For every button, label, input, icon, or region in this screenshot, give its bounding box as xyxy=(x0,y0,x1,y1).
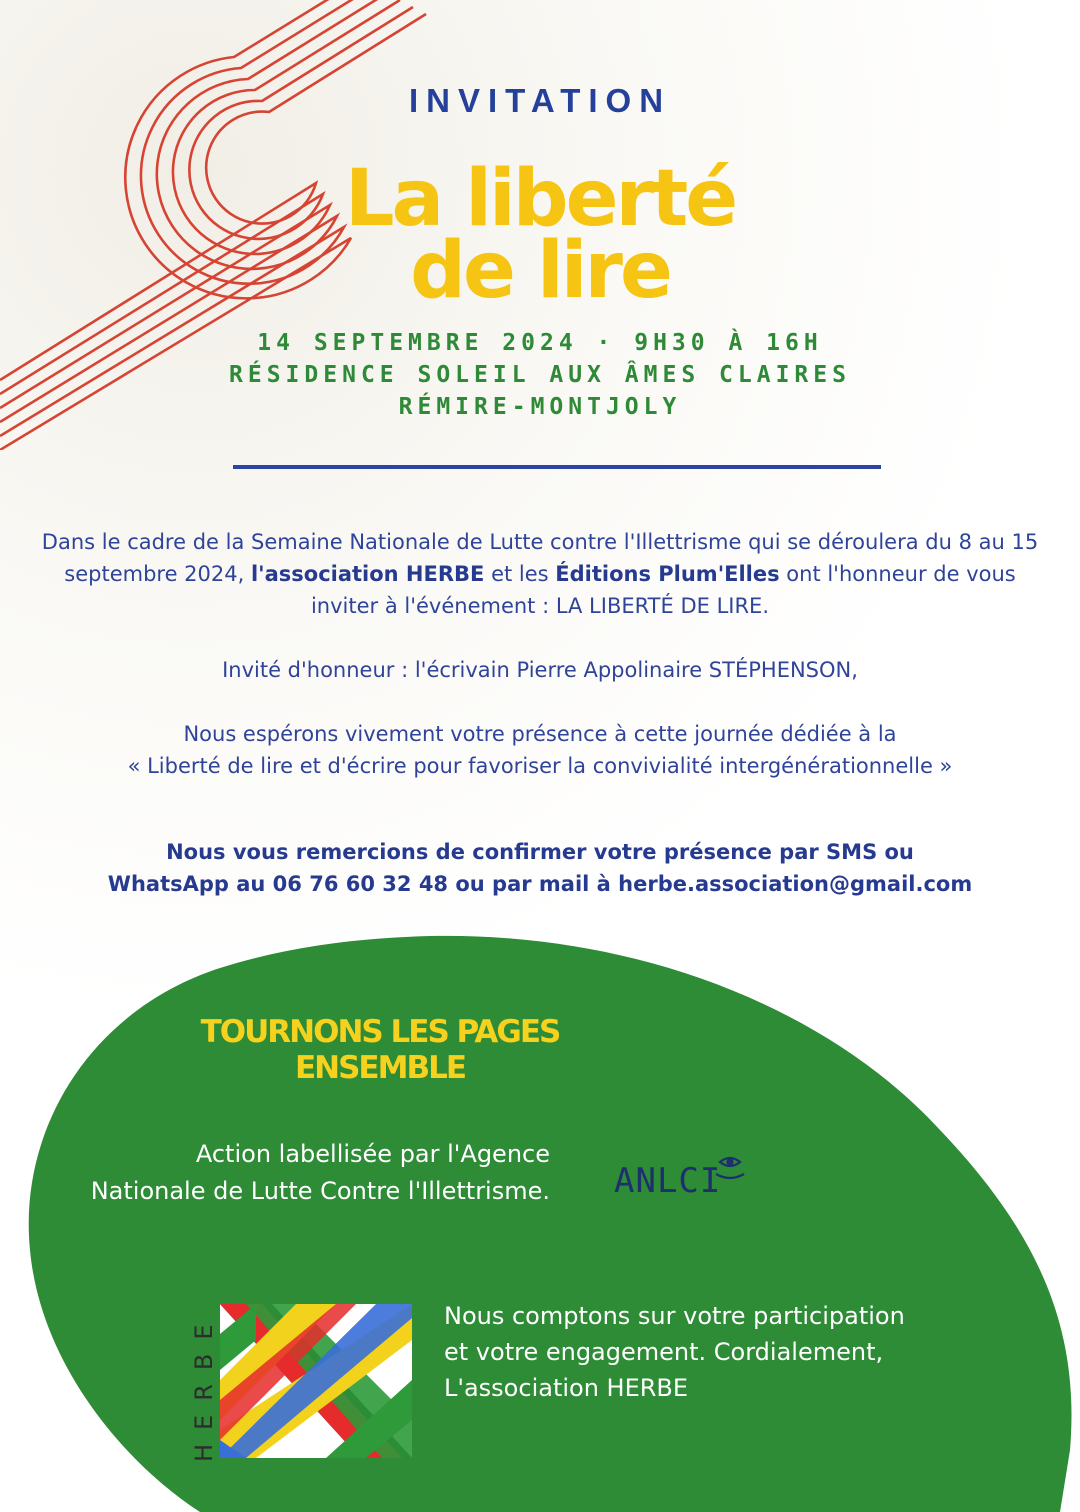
anlci-logo xyxy=(612,1150,752,1200)
event-title-line-2: de lire xyxy=(410,226,670,316)
invitation-kicker: INVITATION xyxy=(408,82,672,119)
anlci-label-text xyxy=(40,1136,550,1210)
herbe-logo xyxy=(186,1300,416,1462)
herbe-emblem xyxy=(220,1304,412,1458)
intro-text-part-3: ont l'honneur de vous inviter à l'événement : LA LIBERTÉ DE LIRE. xyxy=(310,562,1016,618)
hope-line-2: « Liberté de lire et d'écrire pour favoriser la convivialité intergénérationnelle » xyxy=(127,754,953,778)
herbe-logo-text: HERBE xyxy=(190,1310,218,1462)
rsvp-line-2: WhatsApp au 06 76 60 32 48 ou par mail à herbe.association@gmail.com xyxy=(107,872,973,896)
closing-message xyxy=(444,1298,1004,1406)
event-title-line-1: La liberté xyxy=(344,154,736,244)
event-venue: RÉSIDENCE SOLEIL AUX ÂMES CLAIRES xyxy=(229,362,851,388)
closing-line-3: L'association HERBE xyxy=(444,1374,689,1402)
label-line-2: Nationale de Lutte Contre l'Illettrisme. xyxy=(90,1177,550,1205)
anlci-logo-text: ANLCI xyxy=(614,1161,722,1200)
label-line-1: Action labellisée par l'Agence xyxy=(195,1140,550,1168)
hope-line-1: Nous espérons vivement votre présence à cette journée dédiée à la xyxy=(183,722,897,746)
intro-text-part-2: et les xyxy=(484,562,556,586)
tagline-line-1: TOURNONS LES PAGES xyxy=(200,1014,560,1050)
closing-line-2: et votre engagement. Cordialement, xyxy=(444,1338,884,1366)
event-date-time: 14 SEPTEMBRE 2024 · 9H30 À 16H xyxy=(257,330,823,356)
event-city: RÉMIRE-MONTJOLY xyxy=(398,394,682,420)
association-name: l'association HERBE xyxy=(250,562,485,586)
closing-line-1: Nous comptons sur votre participation xyxy=(444,1302,905,1330)
tagline-line-2: ENSEMBLE xyxy=(294,1050,466,1086)
publisher-name: Éditions Plum'Elles xyxy=(555,562,780,586)
tagline xyxy=(140,1014,620,1086)
rsvp-line-1: Nous vous remercions de confirmer votre présence par SMS ou xyxy=(166,840,914,864)
guest-of-honour: Invité d'honneur : l'écrivain Pierre Appolinaire STÉPHENSON, xyxy=(222,658,858,682)
intro-text-part-1: Dans le cadre de la Semaine Nationale de Lutte contre l'Illettrisme qui se déroulera du 8 au 15 septembre 2024, xyxy=(41,530,1039,586)
